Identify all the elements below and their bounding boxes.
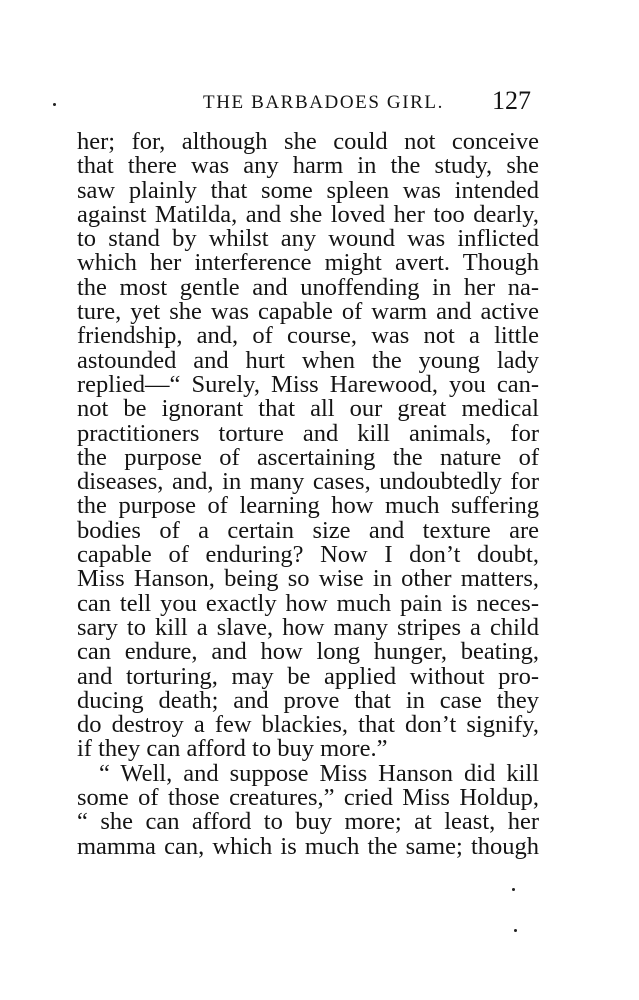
text-line: the most gentle and unoffending in her na- <box>77 273 539 301</box>
text-line: Miss Hanson, being so wise in other matters, <box>77 565 539 593</box>
text-line: “ she can afford to buy more; at least, her <box>77 808 539 836</box>
paper-speck <box>514 929 517 932</box>
page-header <box>0 86 639 126</box>
text-line: her; for, although she could not conceive <box>77 128 539 155</box>
text-line: can tell you exactly how much pain is neces- <box>77 589 539 617</box>
text-line: ducing death; and prove that in case they <box>77 686 539 714</box>
text-line: the purpose of ascertaining the nature of <box>77 443 539 471</box>
text-line: to stand by whilst any wound was inflicted <box>77 225 539 253</box>
text-line: some of those creatures,” cried Miss Holdup, <box>77 784 539 812</box>
text-line: the purpose of learning how much suffering <box>77 492 539 520</box>
text-line: sary to kill a slave, how many stripes a child <box>77 613 539 641</box>
text-line: do destroy a few blackies, that don’t signify, <box>77 711 539 739</box>
text-line: practitioners torture and kill animals, for <box>77 419 539 447</box>
text-line: ture, yet she was capable of warm and active <box>77 298 539 326</box>
text-line: saw plainly that some spleen was intended <box>77 176 539 204</box>
text-line: can endure, and how long hunger, beating, <box>77 638 539 666</box>
text-line: not be ignorant that all our great medical <box>77 395 539 423</box>
text-line: replied—“ Surely, Miss Harewood, you can- <box>77 370 539 398</box>
paper-speck <box>53 103 56 106</box>
text-line: capable of enduring? Now I don’t doubt, <box>77 541 539 569</box>
text-line: diseases, and, in many cases, undoubtedly for <box>77 468 539 496</box>
text-line: “ Well, and suppose Miss Hanson did kill <box>99 759 539 787</box>
text-line: mamma can, which is much the same; though <box>77 832 539 860</box>
paper-speck <box>512 888 515 891</box>
text-line: which her interference might avert. Though <box>77 249 539 277</box>
text-line: and torturing, may be applied without pro- <box>77 662 539 690</box>
text-line: bodies of a certain size and texture are <box>77 516 539 544</box>
text-line: friendship, and, of course, was not a little <box>77 322 539 350</box>
text-line: astounded and hurt when the young lady <box>77 346 539 374</box>
running-title: THE BARBADOES GIRL. <box>203 92 444 113</box>
text-line: against Matilda, and she loved her too dearly, <box>77 200 539 228</box>
page-number: 127 <box>492 86 531 115</box>
body-text <box>77 130 539 859</box>
text-line: if they can afford to buy more.” <box>77 735 388 763</box>
text-line: that there was any harm in the study, she <box>77 152 539 180</box>
